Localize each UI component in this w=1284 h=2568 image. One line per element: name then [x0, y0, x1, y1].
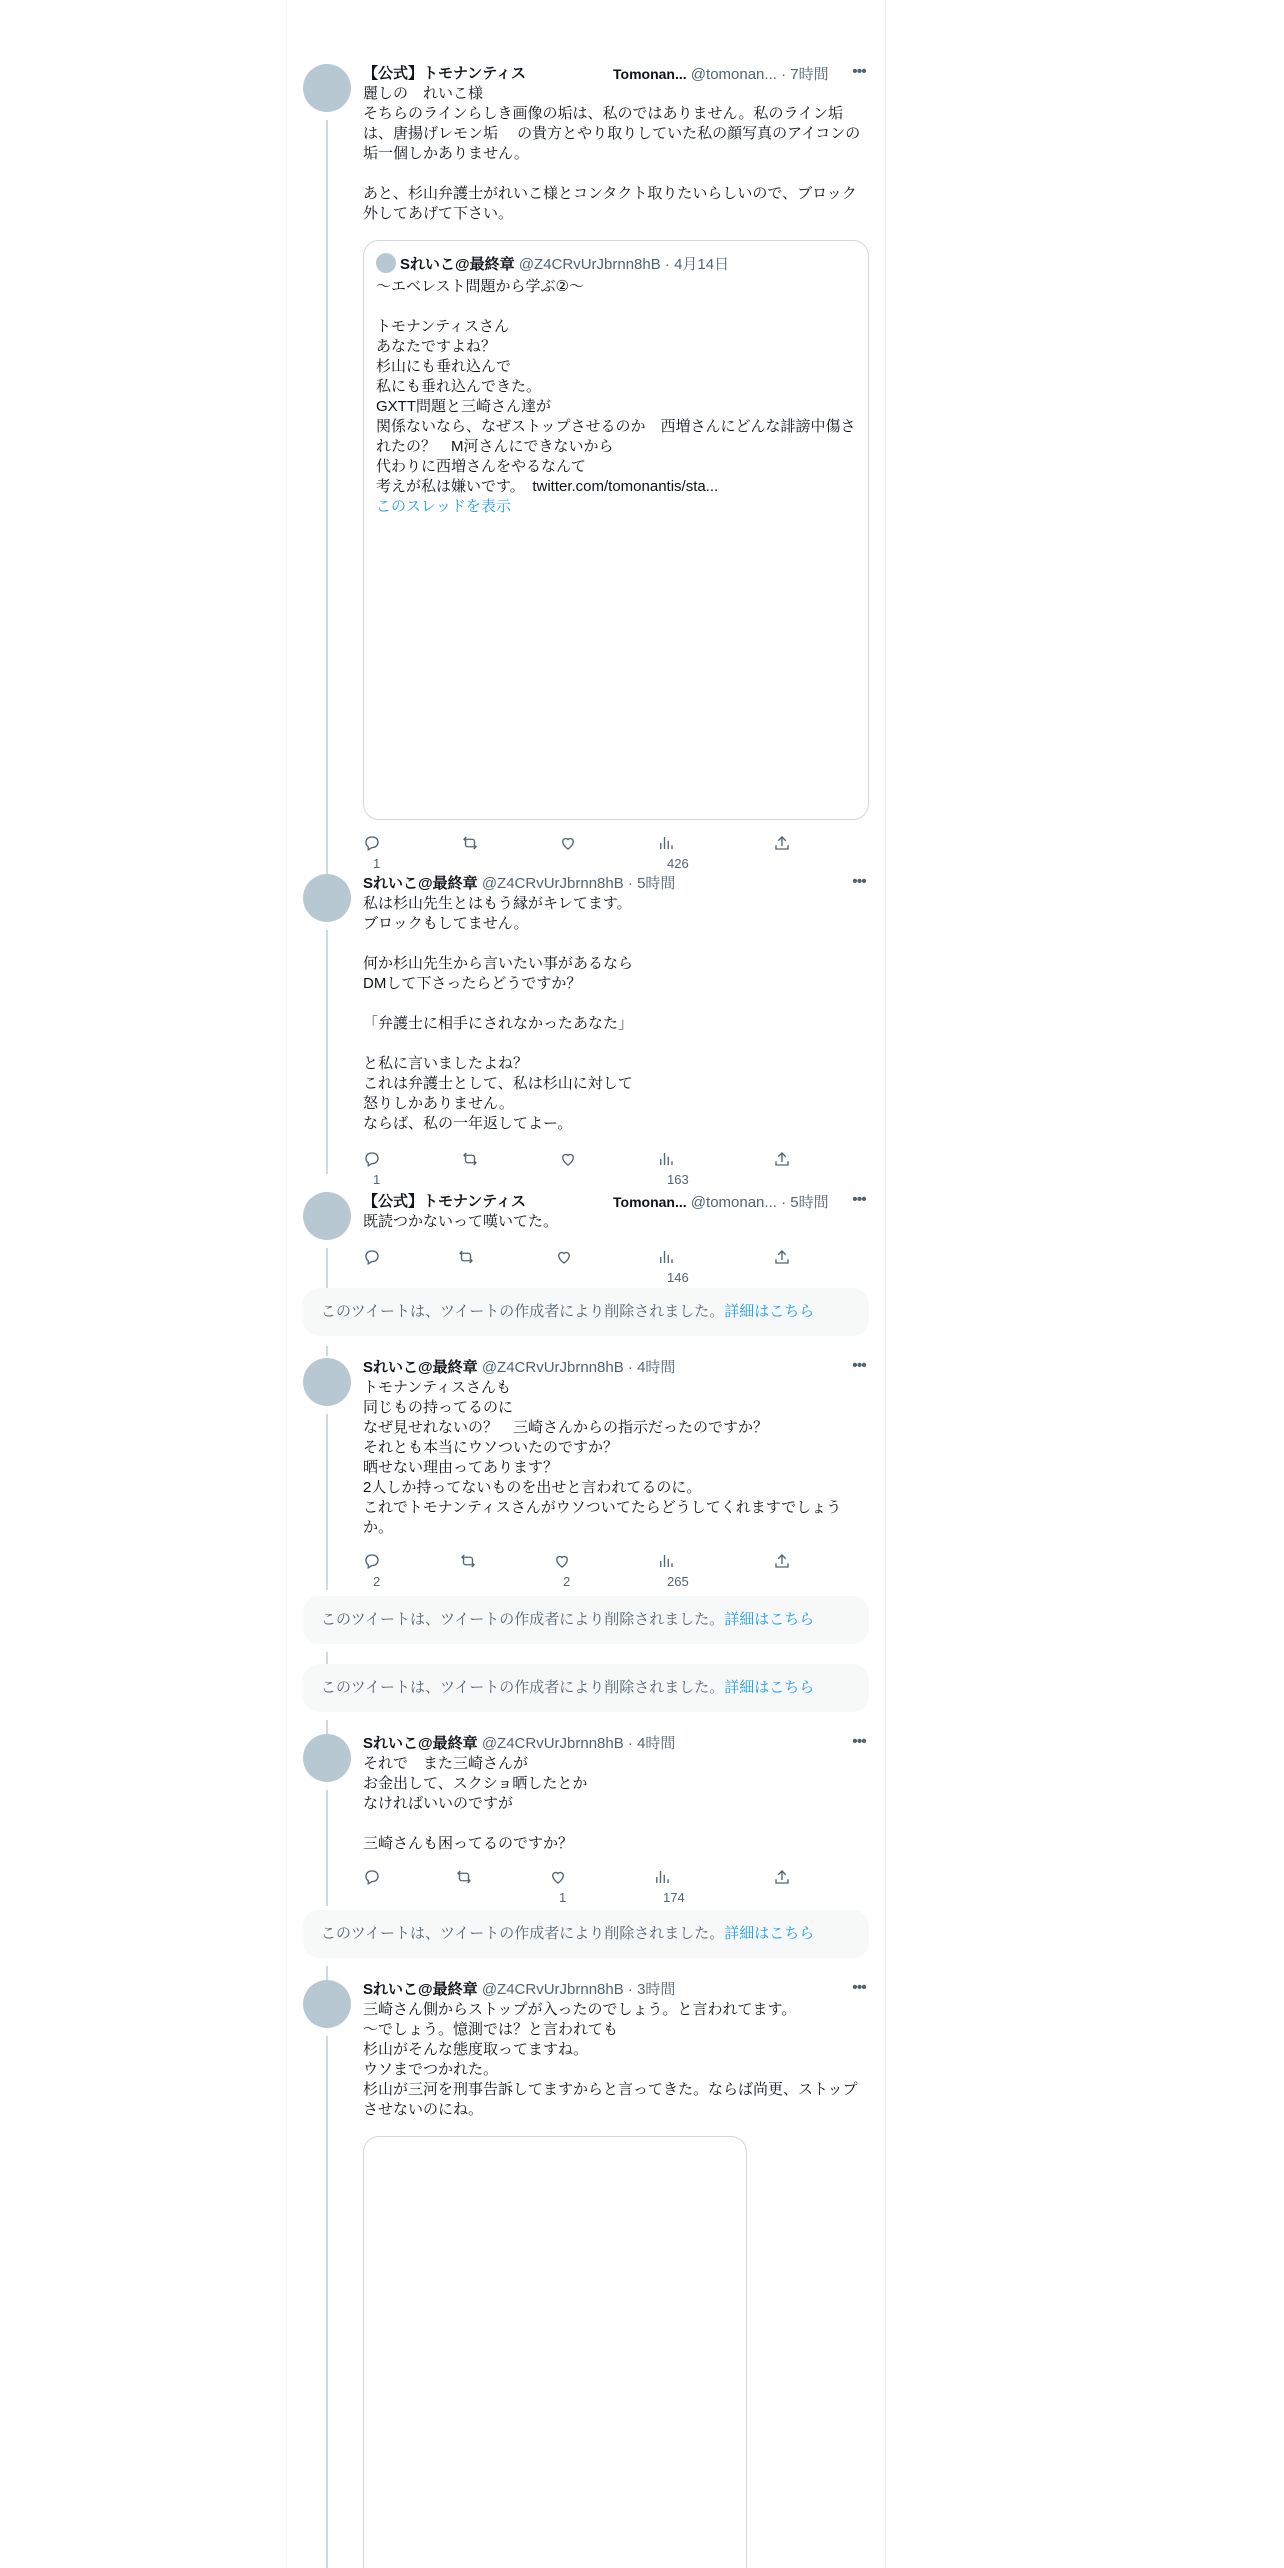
views-icon: [653, 1868, 671, 1886]
thread-line: [326, 1966, 328, 1980]
deleted-tweet-notice: このツイートは、ツイートの作成者により削除されました。詳細はこちら: [303, 1910, 869, 1958]
author-handle[interactable]: @Z4CRvUrJbrnn8hB: [481, 1981, 624, 1998]
retweet-button[interactable]: [455, 1868, 483, 1888]
views-button[interactable]: 174: [653, 1868, 685, 1888]
tweet[interactable]: [287, 64, 885, 874]
retweet-icon: [459, 1552, 477, 1570]
author-name[interactable]: 【公式】トモナンティス: [363, 1193, 527, 1210]
like-icon: [559, 834, 577, 852]
author-handle[interactable]: @Z4CRvUrJbrnn8hB: [481, 1359, 624, 1376]
share-icon: [773, 1552, 791, 1570]
show-thread-link[interactable]: このスレッドを表示: [376, 498, 511, 515]
reply-icon: [363, 1552, 381, 1570]
share-button[interactable]: [773, 1552, 791, 1572]
thread-line: [326, 1790, 328, 1906]
retweet-icon: [461, 834, 479, 852]
tweet-time[interactable]: 4時間: [637, 1735, 676, 1752]
more-icon[interactable]: •••: [852, 1979, 866, 1996]
views-icon: [657, 834, 675, 852]
tweet-text: それで また三崎さんが お金出して、スクショ晒したとか なければいいのですが 三崎さんも困ってるのですか？: [363, 1755, 588, 1852]
author-handle[interactable]: @tomonan...: [690, 1194, 777, 1211]
deleted-tweet-notice: このツイートは、ツイートの作成者により削除されました。詳細はこちら: [303, 1664, 869, 1712]
thread-line: [326, 1346, 328, 1356]
deleted-tweet-notice: このツイートは、ツイートの作成者により削除されました。詳細はこちら: [303, 1596, 869, 1644]
reply-icon: [363, 834, 381, 852]
views-icon: [657, 1552, 675, 1570]
reply-button[interactable]: 1: [363, 1150, 381, 1170]
views-icon: [657, 1248, 675, 1266]
share-button[interactable]: [773, 1248, 791, 1268]
tweet-text: トモナンティスさんも 同じもの持ってるのに なぜ見せれないの？ 三崎さんからの指示だったのですか？ それとも本当にウソついたのですか？ 晒せない理由ってあります？ 2人しか持ってないものを出せと言われてるのに。 これでトモナンティスさんがウソついてたらどうしてくれますでしょうか。: [363, 1379, 842, 1536]
reply-button[interactable]: 2: [363, 1552, 381, 1572]
learn-more-link[interactable]: 詳細はこちら: [724, 1925, 815, 1942]
avatar[interactable]: [303, 874, 351, 922]
views-button[interactable]: 146: [657, 1248, 689, 1268]
more-icon[interactable]: •••: [852, 1191, 866, 1208]
quote-text: 〜エベレスト問題から学ぶ②〜 トモナンティスさん あなたですよね？ 杉山にも垂れ込んで 私にも垂れ込んできた。 GXTT問題と三崎さん達が 関係ないなら、なぜストップさせるのか 西増さんにどんな誹謗中傷されたの？ M河さんにできないから 代わりに西増さんをやるなんて 考えが私は嫌いです。 twitter.com/tomonantis/sta...: [376, 278, 856, 495]
retweet-icon: [461, 1150, 479, 1168]
share-icon: [773, 1248, 791, 1266]
quote-handle: @Z4CRvUrJbrnn8hB: [518, 256, 661, 273]
tweet-header: 【公式】トモナンティス Tomonan... @tomonan... · 7時間 •••: [363, 64, 869, 84]
more-icon[interactable]: •••: [852, 1357, 866, 1374]
quote-url[interactable]: twitter.com/tomonantis/sta...: [532, 478, 719, 495]
quote-avatar: [376, 253, 396, 273]
more-icon[interactable]: •••: [852, 873, 866, 890]
thread-line: [326, 1720, 328, 1734]
like-button[interactable]: [559, 834, 587, 854]
like-button[interactable]: 2: [553, 1552, 571, 1572]
thread-line: [326, 1248, 328, 1288]
tweet-text: 麗しの れいこ様 そちらのラインらしき画像の垢は、私のではありません。私のライン垢は、唐揚げレモン垢 の貴方とやり取りしていた私の顔写真のアイコンの垢一個しかありません。 あと、杉山弁護士がれいこ様とコンタクト取りたいらしいので、ブロック外してあげて下さい。: [363, 85, 861, 222]
retweet-button[interactable]: [461, 834, 489, 854]
share-icon: [773, 1150, 791, 1168]
avatar[interactable]: [303, 1192, 351, 1240]
author-name[interactable]: Sれいこ@最終章: [363, 875, 478, 892]
author-name[interactable]: Sれいこ@最終章: [363, 1359, 478, 1376]
quote-header: Sれいこ@最終章 @Z4CRvUrJbrnn8hB · 4月14日: [376, 253, 856, 273]
author-display[interactable]: Tomonan...: [613, 66, 687, 82]
quoted-tweet[interactable]: [363, 240, 869, 820]
reply-button[interactable]: 1: [363, 834, 381, 854]
more-icon[interactable]: •••: [852, 63, 866, 80]
avatar[interactable]: [303, 64, 351, 112]
tweet-media[interactable]: [363, 2136, 747, 2568]
learn-more-link[interactable]: 詳細はこちら: [724, 1303, 815, 1320]
learn-more-link[interactable]: 詳細はこちら: [724, 1679, 815, 1696]
tweet-text: 三崎さん側からストップが入ったのでしょう。と言われてます。 〜でしょう。憶測では？と言われても 杉山がそんな態度取ってますね。 ウソまでつかれた。 杉山が三河を刑事告訴してますからと言ってきた。ならば尚更、ストップさせないのにね。: [363, 2001, 858, 2118]
author-display[interactable]: Tomonan...: [613, 1194, 687, 1210]
thread-line: [326, 1414, 328, 1590]
avatar[interactable]: [303, 1980, 351, 2028]
avatar[interactable]: [303, 1358, 351, 1406]
views-button[interactable]: 265: [657, 1552, 689, 1572]
views-icon: [657, 1150, 675, 1168]
like-icon: [559, 1150, 577, 1168]
tweet[interactable]: [287, 1192, 885, 1288]
reply-icon: [363, 1248, 381, 1266]
thread-line: [326, 120, 328, 874]
tweet-header: Sれいこ@最終章 @Z4CRvUrJbrnn8hB · 3時間 •••: [363, 1980, 869, 2000]
views-button[interactable]: 163: [657, 1150, 689, 1170]
reply-button[interactable]: [363, 1868, 391, 1888]
tweet[interactable]: [287, 1358, 885, 1590]
thread-line: [326, 2036, 328, 2568]
tweet-header: Sれいこ@最終章 @Z4CRvUrJbrnn8hB · 4時間 •••: [363, 1358, 869, 1378]
deleted-tweet-notice: このツイートは、ツイートの作成者により削除されました。詳細はこちら: [303, 1288, 869, 1336]
share-button[interactable]: [773, 834, 791, 854]
author-handle[interactable]: @Z4CRvUrJbrnn8hB: [481, 1735, 624, 1752]
share-icon: [773, 1868, 791, 1886]
more-icon[interactable]: •••: [852, 1733, 866, 1750]
reply-icon: [363, 1868, 381, 1886]
like-icon: [555, 1248, 573, 1266]
tweet-text: 私は杉山先生とはもう縁がキレてます。 ブロックもしてません。 何か杉山先生から言いたい事があるなら DMして下さったらどうですか？ 「弁護士に相手にされなかったあなた」 と私に言いましたよね？ これは弁護士として、私は杉山に対して 怒りしかありません。 ならば、私の一年返してよー。: [363, 895, 634, 1132]
tweet-time[interactable]: 3時間: [637, 1981, 676, 1998]
retweet-icon: [457, 1248, 475, 1266]
learn-more-link[interactable]: 詳細はこちら: [724, 1611, 815, 1628]
tweet-time[interactable]: 4時間: [637, 1359, 676, 1376]
timeline-column: [286, 0, 886, 2568]
tweet-header: Sれいこ@最終章 @Z4CRvUrJbrnn8hB · 4時間 •••: [363, 1734, 869, 1754]
quote-author-name: Sれいこ@最終章: [400, 256, 515, 273]
tweet-time[interactable]: 5時間: [790, 1194, 829, 1211]
tweet-text: 既読つかないって嘆いてた。: [363, 1213, 559, 1230]
tweet-header: Sれいこ@最終章 @Z4CRvUrJbrnn8hB · 5時間 •••: [363, 874, 869, 894]
like-button[interactable]: 1: [549, 1868, 567, 1888]
author-name[interactable]: Sれいこ@最終章: [363, 1981, 478, 1998]
like-icon: [549, 1868, 567, 1886]
tweet[interactable]: [287, 1980, 885, 2568]
author-handle[interactable]: @Z4CRvUrJbrnn8hB: [481, 875, 624, 892]
like-button[interactable]: [559, 1150, 587, 1170]
like-button[interactable]: [555, 1248, 583, 1268]
retweet-button[interactable]: [457, 1248, 485, 1268]
tweet[interactable]: [287, 1734, 885, 1906]
avatar[interactable]: [303, 1734, 351, 1782]
tweet-time[interactable]: 7時間: [790, 66, 829, 83]
share-icon: [773, 834, 791, 852]
author-name[interactable]: Sれいこ@最終章: [363, 1735, 478, 1752]
author-name[interactable]: 【公式】トモナンティス: [363, 65, 527, 82]
views-button[interactable]: 426: [657, 834, 689, 854]
retweet-icon: [455, 1868, 473, 1886]
like-icon: [553, 1552, 571, 1570]
retweet-button[interactable]: [461, 1150, 489, 1170]
tweet-header: 【公式】トモナンティス Tomonan... @tomonan... · 5時間 •••: [363, 1192, 869, 1212]
reply-icon: [363, 1150, 381, 1168]
share-button[interactable]: [773, 1150, 791, 1170]
thread-line: [326, 1652, 328, 1664]
share-button[interactable]: [773, 1868, 791, 1888]
author-handle[interactable]: @tomonan...: [690, 66, 777, 83]
tweet[interactable]: [287, 873, 885, 1187]
retweet-button[interactable]: [459, 1552, 487, 1572]
tweet-time[interactable]: 5時間: [637, 875, 676, 892]
thread-line: [326, 930, 328, 1174]
reply-button[interactable]: [363, 1248, 391, 1268]
quote-date: 4月14日: [674, 256, 730, 273]
